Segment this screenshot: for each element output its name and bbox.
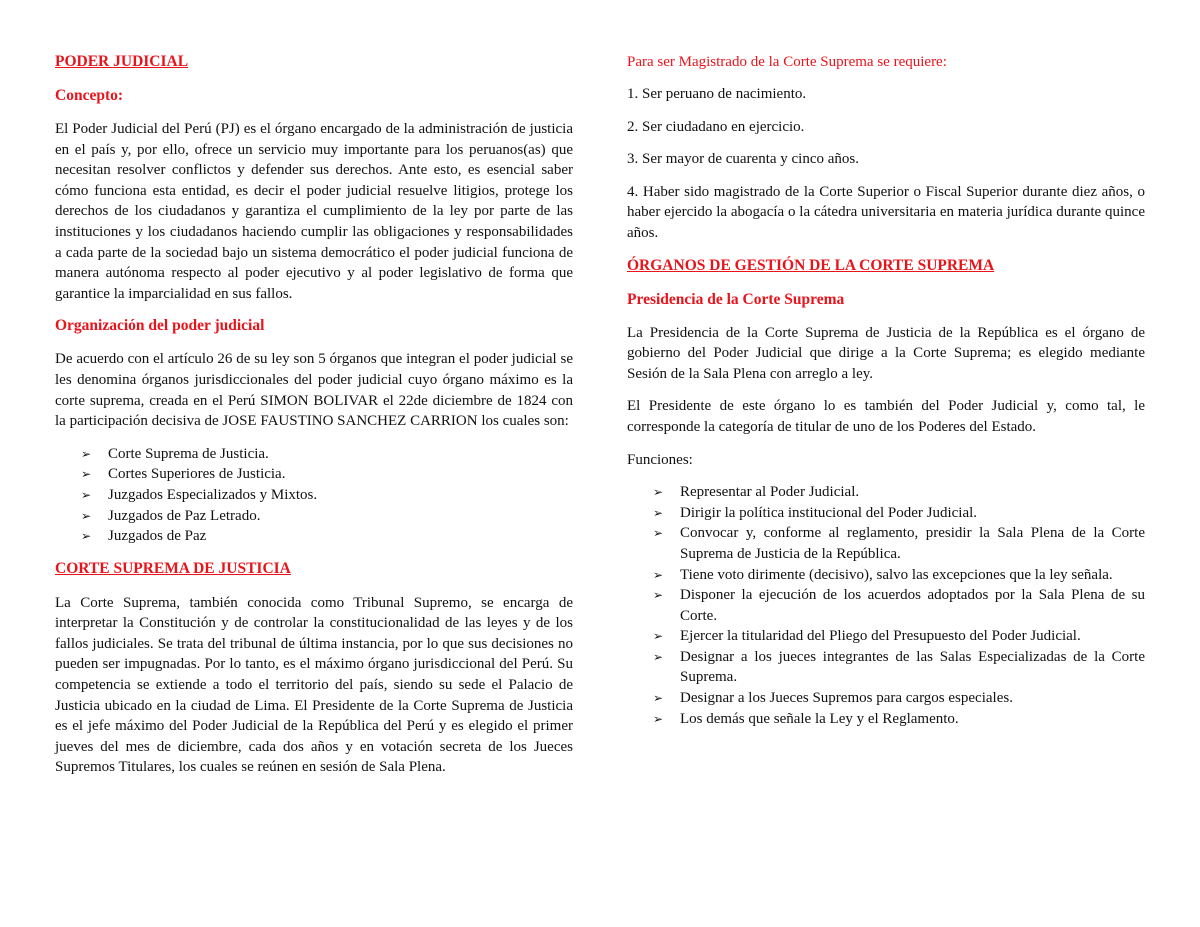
funciones-label: Funciones: [627, 451, 693, 468]
list-item: ➢ Juzgados Especializados y Mixtos. [55, 485, 573, 506]
list-item: ➢ Tiene voto dirimente (decisivo), salvo las excepciones que la ley señala. [627, 565, 1145, 586]
list-item: ➢ Cortes Superiores de Justicia. [55, 464, 573, 485]
arrow-bullet-icon: ➢ [653, 588, 664, 603]
arrow-bullet-icon: ➢ [81, 487, 92, 502]
presidencia-paragraph-1: La Presidencia de la Corte Suprema de Justicia de la República es el órgano de gobierno del Poder Judicial que dirige a la Corte Suprema; es elegido mediante Sesión de la Sala Plena con arreglo a ley. [627, 324, 1145, 382]
concept-heading: Concepto: [55, 87, 124, 104]
list-item: ➢ Designar a los jueces integrantes de las Salas Especializadas de la Corte Suprema. [653, 648, 1145, 686]
list-item: ➢ Los demás que señale la Ley y el Reglamento. [627, 709, 1145, 730]
organization-heading: Organización del poder judicial [55, 317, 265, 335]
requirement-3: 3. Ser mayor de cuarenta y cinco años. [627, 151, 859, 168]
requirement-4: 4. Haber sido magistrado de la Corte Superior o Fiscal Superior durante diez años, o haber ejercido la abogacía o la cátedra universitaria en materia jurídica durante quince años. [627, 183, 1145, 241]
arrow-bullet-icon: ➢ [81, 508, 92, 523]
arrow-bullet-icon: ➢ [81, 446, 92, 461]
arrow-bullet-icon: ➢ [81, 467, 92, 482]
list-item: ➢ Ejercer la titularidad del Pliego del Presupuesto del Poder Judicial. [627, 626, 1145, 647]
corte-suprema-heading: CORTE SUPREMA DE JUSTICIA [55, 559, 291, 577]
list-item: ➢ Juzgados de Paz [55, 526, 573, 547]
requirements-heading: Para ser Magistrado de la Corte Suprema se requiere: [627, 54, 947, 70]
arrow-bullet-icon: ➢ [653, 505, 664, 520]
arrow-bullet-icon: ➢ [81, 529, 92, 544]
requirement-1: 1. Ser peruano de nacimiento. [627, 86, 807, 102]
list-item: ➢ Designar a los Jueces Supremos para cargos especiales. [627, 688, 1145, 709]
arrow-bullet-icon: ➢ [653, 629, 664, 644]
list-item: ➢ Convocar y, conforme al reglamento, presidir la Sala Plena de la Corte Suprema de Justicia de la República. [653, 525, 1145, 562]
arrow-bullet-icon: ➢ [653, 526, 664, 541]
arrow-bullet-icon: ➢ [653, 485, 664, 500]
right-column [627, 52, 1145, 741]
presidencia-heading: Presidencia de la Corte Suprema [627, 290, 845, 308]
arrow-bullet-icon: ➢ [653, 711, 664, 726]
list-item: ➢ Juzgados de Paz Letrado. [55, 506, 573, 527]
requirement-2: 2. Ser ciudadano en ejercicio. [627, 118, 805, 135]
arrow-bullet-icon: ➢ [653, 567, 664, 582]
left-column [55, 52, 573, 790]
list-item: ➢ Corte Suprema de Justicia. [55, 444, 573, 465]
organs-list [55, 444, 573, 547]
concept-paragraph: El Poder Judicial del Perú (PJ) es el órgano encargado de la administración de justicia en el país y, por ello, ofrece un servicio muy importante para los peruanos(as) que necesitan resolver conflictos y defender sus derechos. Ante esto, es esencial saber cómo funciona esta entidad, es decir el poder judicial resuelve litigios, protege los derechos de los ciudadanos y garantiza el cumplimiento de la ley por parte de las instituciones y los ciudadanos haciendo cumplir las obligaciones y responsabilidades a cada parte de la sociedad bajo un sistema democrático el poder judicial funciona de manera autónoma respecto al poder ejecutivo y al poder legislativo de forma que garantice la imparcialidad en sus fallos. [55, 121, 573, 302]
list-item: ➢ Disponer la ejecución de los acuerdos adoptados por la Sala Plena de su Corte. [653, 587, 1145, 624]
list-item: ➢ Dirigir la política institucional del Poder Judicial. [627, 503, 1145, 524]
corte-suprema-paragraph: La Corte Suprema, también conocida como Tribunal Supremo, se encarga de interpretar la Constitución y de controlar la constitucionalidad de las leyes y de los fallos judiciales. Se trata del tribunal de última instancia, por lo que sus decisiones no pueden ser impugnadas. Por lo tanto, es el máximo órgano jurisdiccional del Perú. Su competencia se extiende a todo el territorio del país, siendo su sede el Palacio de Justicia ubicado en la ciudad de Lima. El Presidente de la Corte Suprema de Justicia es el jefe máximo del Poder Judicial de la República del Perú y es elegido el primer jueves del mes de diciembre, cada dos años y en votación secreta de los Jueces Supremos Titulares, los cuales se reúnen en sesión de Sala Plena. [55, 594, 573, 776]
organization-paragraph: De acuerdo con el artículo 26 de su ley son 5 órganos que integran el poder judicial se les denomina órganos jurisdiccionales del poder judicial cuyo órgano máximo es la corte suprema, creada en el Perú SIMON BOLIVAR el 22de diciembre de 1824 con la participación decisiva de JOSE FAUSTINO SANCHEZ CARRION los cuales son: [55, 351, 573, 430]
organos-gestion-heading: ÓRGANOS DE GESTIÓN DE LA CORTE SUPREMA [627, 256, 995, 274]
funciones-list [627, 482, 1145, 729]
arrow-bullet-icon: ➢ [653, 691, 664, 706]
arrow-bullet-icon: ➢ [653, 649, 664, 664]
list-item: ➢ Representar al Poder Judicial. [627, 482, 1145, 503]
presidencia-paragraph-2: El Presidente de este órgano lo es también del Poder Judicial y, como tal, le corresponde la categoría de titular de uno de los Poderes del Estado. [627, 398, 1145, 435]
page-title: PODER JUDICIAL [55, 53, 189, 70]
